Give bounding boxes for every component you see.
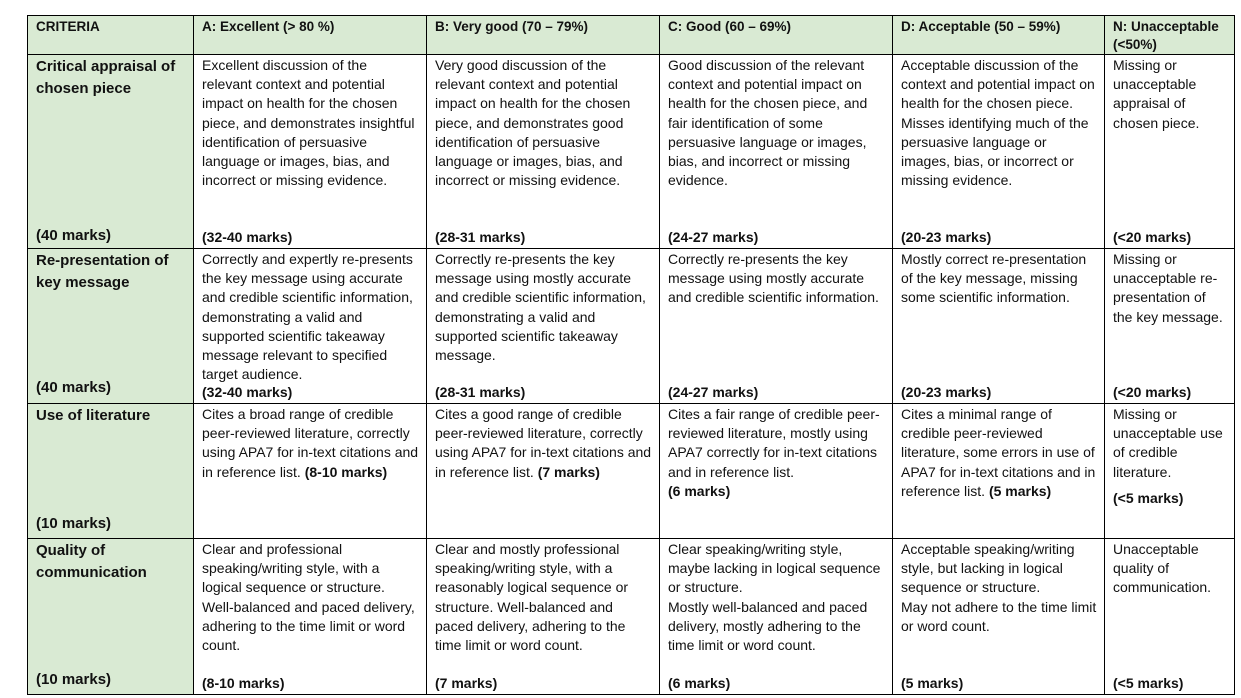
grade-description: Missing or unacceptable use of credible literature. <box>1113 406 1223 480</box>
grade-n-cell <box>1105 249 1235 404</box>
grade-marks: (<5 marks) <box>1113 489 1184 506</box>
grade-description: Cites a minimal range of credible peer-reviewed literature, some errors in use of APA7 for in-text citations and in reference list. (5 marks) <box>901 406 1096 499</box>
grade-description: Unacceptable quality of communication. <box>1113 541 1212 596</box>
grade-d-cell <box>893 55 1105 249</box>
grade-marks: (32-40 marks) <box>202 228 293 245</box>
grade-marks: (<20 marks) <box>1113 383 1192 400</box>
header-grade-n: N: Unacceptable (<50%) <box>1105 16 1235 55</box>
header-grade-a: A: Excellent (> 80 %) <box>194 16 427 55</box>
grade-description: Good discussion of the relevant context and potential impact on health for the chosen piece, and fair identification of some persuasive language or images, bias, and incorrect or missing evidence. <box>668 57 868 189</box>
grade-description: Clear and professional speaking/writing style, with a logical sequence or structure. Well-balanced and paced delivery, adhering to the time limit or word count. <box>202 541 415 654</box>
grade-marks: (24-27 marks) <box>668 228 759 245</box>
criteria-marks: (10 marks) <box>36 670 112 688</box>
criteria-marks: (40 marks) <box>36 378 112 396</box>
grade-description: Missing or unacceptable appraisal of chosen piece. <box>1113 57 1200 131</box>
criteria-title: Use of literature <box>36 407 151 424</box>
criteria-marks: (10 marks) <box>36 514 112 532</box>
grade-description: Acceptable speaking/writing style, but lacking in logical sequence or structure. May not adhere to the time limit or word count. <box>901 541 1097 634</box>
grade-marks: (7 marks) <box>537 463 600 480</box>
grade-n-cell <box>1105 404 1235 539</box>
grade-marks: (32-40 marks) <box>202 383 293 400</box>
grade-description: Very good discussion of the relevant context and potential impact on health for the chosen piece, and demonstrates good identification of persuasive language or images, bias, and incorrect or missing evidence. <box>435 57 631 189</box>
criteria-marks: (40 marks) <box>36 226 112 244</box>
criteria-title: Critical appraisal of chosen piece <box>36 58 176 97</box>
grade-c-cell <box>660 249 893 404</box>
header-row <box>28 16 1235 55</box>
grade-description: Missing or unacceptable re-presentation of the key message. <box>1113 251 1223 325</box>
grade-c-cell <box>660 404 893 539</box>
header-grade-d: D: Acceptable (50 – 59%) <box>893 16 1105 55</box>
grade-n-cell <box>1105 55 1235 249</box>
grade-d-cell <box>893 539 1105 695</box>
grade-marks: (28-31 marks) <box>435 228 526 245</box>
grade-marks: (24-27 marks) <box>668 383 759 400</box>
grade-description: Excellent discussion of the relevant context and potential impact on health for the chosen piece, and demonstrates insightful identification of persuasive language or images, bias, and incorrect or missing evidence. <box>202 57 415 189</box>
criteria-cell <box>28 539 194 695</box>
criteria-title: Quality of communication <box>36 542 147 581</box>
grade-description: Clear and mostly professional speaking/writing style, with a reasonably logical sequence or structure. Well-balanced and paced delivery, adhering to the time limit or word count. <box>435 541 629 654</box>
criteria-cell <box>28 404 194 539</box>
grade-marks: (<20 marks) <box>1113 228 1192 245</box>
grade-c-cell <box>660 539 893 695</box>
grade-d-cell <box>893 249 1105 404</box>
grade-description: Correctly and expertly re-presents the key message using accurate and credible scientific information, demonstrating a valid and supported scientific takeaway message relevant to specified target audience. <box>202 251 413 383</box>
criteria-title: Re-presentation of key message <box>36 252 169 291</box>
grade-b-cell <box>427 404 660 539</box>
grade-c-cell <box>660 55 893 249</box>
header-criteria: CRITERIA <box>28 16 194 55</box>
grade-a-cell <box>194 539 427 695</box>
grade-d-cell <box>893 404 1105 539</box>
rubric-row-communication <box>28 539 1235 695</box>
grade-marks: (20-23 marks) <box>901 383 992 400</box>
grade-marks: (6 marks) <box>668 674 731 691</box>
grade-b-cell <box>427 55 660 249</box>
grade-n-cell <box>1105 539 1235 695</box>
grade-marks: (8-10 marks) <box>304 463 388 480</box>
grade-a-cell <box>194 404 427 539</box>
grade-marks: (8-10 marks) <box>202 674 285 691</box>
grade-a-cell <box>194 249 427 404</box>
grade-description: Cites a broad range of credible peer-reviewed literature, correctly using APA7 for in-text citations and in reference list. (8-10 marks) <box>202 406 419 480</box>
grade-description: Clear speaking/writing style, maybe lacking in logical sequence or structure. Mostly well-balanced and paced delivery, mostly adhering to the time limit or word count. <box>668 541 881 654</box>
grade-marks: (28-31 marks) <box>435 383 526 400</box>
grade-marks: (7 marks) <box>435 674 498 691</box>
criteria-cell <box>28 249 194 404</box>
grade-description: Cites a good range of credible peer-reviewed literature, correctly using APA7 for in-text citations and in reference list. (7 marks) <box>435 406 652 480</box>
grade-marks: (5 marks) <box>988 482 1052 499</box>
grade-description: Correctly re-presents the key message using mostly accurate and credible scientific information. <box>668 251 879 306</box>
grade-description: Mostly correct re-presentation of the key message, missing some scientific information. <box>901 251 1087 306</box>
rubric-row-literature <box>28 404 1235 539</box>
grade-b-cell <box>427 249 660 404</box>
grade-b-cell <box>427 539 660 695</box>
grade-a-cell <box>194 55 427 249</box>
grade-marks: (<5 marks) <box>1113 674 1184 691</box>
grade-marks: (5 marks) <box>901 674 964 691</box>
header-grade-c: C: Good (60 – 69%) <box>660 16 893 55</box>
rubric-table <box>27 15 1235 695</box>
header-grade-b: B: Very good (70 – 79%) <box>427 16 660 55</box>
rubric-row-re-presentation <box>28 249 1235 404</box>
grade-description: Cites a fair range of credible peer-reviewed literature, mostly using APA7 correctly for in-text citations and in reference list. (6 marks) <box>668 406 880 499</box>
criteria-cell <box>28 55 194 249</box>
rubric-row-critical-appraisal <box>28 55 1235 249</box>
grade-marks: (6 marks) <box>668 482 731 499</box>
grade-marks: (20-23 marks) <box>901 228 992 245</box>
grade-description: Acceptable discussion of the context and potential impact on health for the chosen piece. Misses identifying much of the persuasive language or images, bias, or incorrect or missing evidence. <box>901 57 1095 189</box>
grade-description: Correctly re-presents the key message using mostly accurate and credible scientific information, demonstrating a valid and supported scientific takeaway message. <box>435 251 646 364</box>
